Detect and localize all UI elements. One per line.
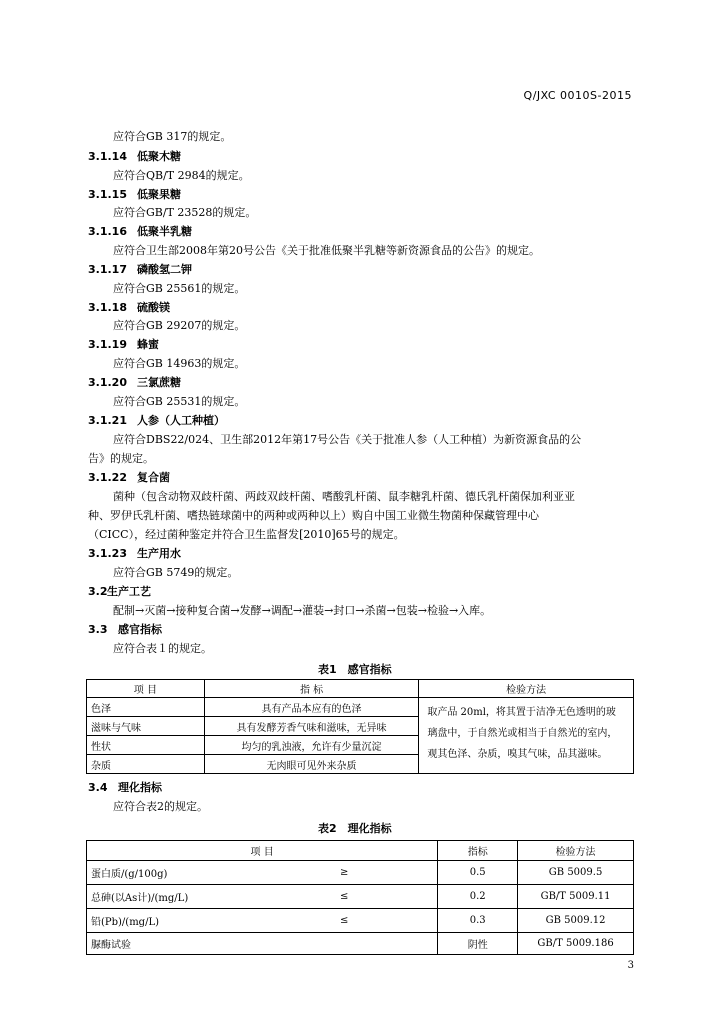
section-title: 低聚木糖 [137,150,181,163]
column-header: 指标 [438,841,518,861]
section-title: 理化指标 [118,781,162,794]
section-number: 3.1.15 [88,188,127,201]
table-caption: 表1 感官指标 [318,663,392,676]
table-cell: 0.5 [438,861,518,885]
section-number: 3.2 [88,585,108,598]
table-cell [336,933,438,955]
paragraph: 配制→灭菌→接种复合菌→发酵→调配→灌装→封口→杀菌→包装→检验→入库。 [113,604,492,617]
table-row [87,885,634,909]
section-title: 感官指标 [118,623,162,636]
paragraph: 菌种（包含动物双歧杆菌、两歧双歧杆菌、嗜酸乳杆菌、鼠李糖乳杆菌、德氏乳杆菌保加利亚亚 [113,490,575,503]
table-cell: GB/T 5009.11 [518,885,634,909]
paragraph: 种、罗伊氏乳杆菌、嗜热链球菌中的两种或两种以上）购自中国工业微生物菌种保藏管理中心 [88,509,539,522]
paragraph: （CICC），经过菌种鉴定并符合卫生监督发[2010]65号的规定。 [88,528,405,541]
paragraph: 应符合QB/T 2984的规定。 [113,169,250,182]
table-cell: 0.3 [438,909,518,933]
table-cell: GB 5009.5 [518,861,634,885]
document-header: Q/JXC 0010S-2015 [523,89,632,102]
page-number: 3 [627,960,634,971]
table-cell: 具有产品本应有的色泽 [204,698,419,717]
table-cell: GB 5009.12 [518,909,634,933]
section-title: 蜂蜜 [137,338,159,351]
paragraph: 应符合GB 25561的规定。 [113,282,246,295]
table-cell: ≥ [336,861,438,885]
table-cell: 色泽 [87,698,205,717]
table-header-row [87,841,634,861]
section-number: 3.1.22 [88,471,127,484]
section-number: 3.1.21 [88,414,127,427]
section-title: 低聚半乳糖 [137,225,192,238]
section-number: 3.1.20 [88,376,127,389]
table-row [87,933,634,955]
sensory-table [86,679,634,774]
section-title: 生产用水 [137,547,181,560]
section-title: 磷酸氢二钾 [137,263,192,276]
table-row [87,698,634,717]
table-row [87,909,634,933]
table-cell: 具有发酵芳香气味和滋味，无异味 [204,717,419,736]
paragraph: 应符合表１的规定。 [113,642,212,655]
section-number: 3.4 [88,781,108,794]
table-cell: ≤ [336,909,438,933]
table-caption: 表2 理化指标 [318,822,392,835]
table-cell: 铅(Pb)/(mg/L) [87,909,337,933]
table-cell: GB/T 5009.186 [518,933,634,955]
physicochemical-table [86,840,634,955]
paragraph: 应符合GB 29207的规定。 [113,319,246,332]
table-cell: 脲酶试验 [87,933,337,955]
paragraph: 应符合GB 14963的规定。 [113,357,246,370]
section-number: 3.3 [88,623,108,636]
table-cell: 阴性 [438,933,518,955]
section-title: 低聚果糖 [137,188,181,201]
column-header: 项 目 [87,680,205,698]
table-cell: 蛋白质/(g/100g) [87,861,337,885]
table-cell: 性状 [87,736,205,755]
section-title: 硫酸镁 [137,301,170,314]
section-title: 人参（人工种植） [137,414,225,427]
section-number: 3.1.23 [88,547,127,560]
section-title: 三氯蔗糖 [137,376,181,389]
column-header: 项 目 [87,841,438,861]
section-number: 3.1.14 [88,150,127,163]
table-row [87,861,634,885]
method-cell: 取产品 20ml，将其置于洁净无色透明的玻璃盘中，于自然光或相当于自然光的室内，观其色泽、杂质，嗅其气味，品其滋味。 [419,698,634,774]
section-title: 生产工艺 [107,585,151,598]
paragraph: 应符合表2的规定。 [113,800,208,813]
table-cell: 杂质 [87,755,205,774]
paragraph: 应符合GB 317的规定。 [113,130,232,143]
table-cell: ≤ [336,885,438,909]
paragraph: 应符合GB/T 23528的规定。 [113,206,257,219]
paragraph: 应符合GB 25531的规定。 [113,395,246,408]
column-header: 检验方法 [419,680,634,698]
table-cell: 0.2 [438,885,518,909]
paragraph: 应符合DBS22/024、卫生部2012年第17号公告《关于批准人参（人工种植）为新资源食品的公 [113,433,582,446]
table-header-row [87,680,634,698]
table-cell: 滋味与气味 [87,717,205,736]
table-cell: 总砷(以As计)/(mg/L) [87,885,337,909]
section-number: 3.1.16 [88,225,127,238]
table-cell: 无肉眼可见外来杂质 [204,755,419,774]
section-number: 3.1.18 [88,301,127,314]
paragraph: 告》的规定。 [88,452,154,465]
table-cell: 均匀的乳浊液，允许有少量沉淀 [204,736,419,755]
section-title: 复合菌 [137,471,170,484]
section-number: 3.1.17 [88,263,127,276]
paragraph: 应符合卫生部2008年第20号公告《关于批准低聚半乳糖等新资源食品的公告》的规定。 [113,244,540,257]
paragraph: 应符合GB 5749的规定。 [113,566,239,579]
section-number: 3.1.19 [88,338,127,351]
column-header: 检验方法 [518,841,634,861]
column-header: 指 标 [204,680,419,698]
